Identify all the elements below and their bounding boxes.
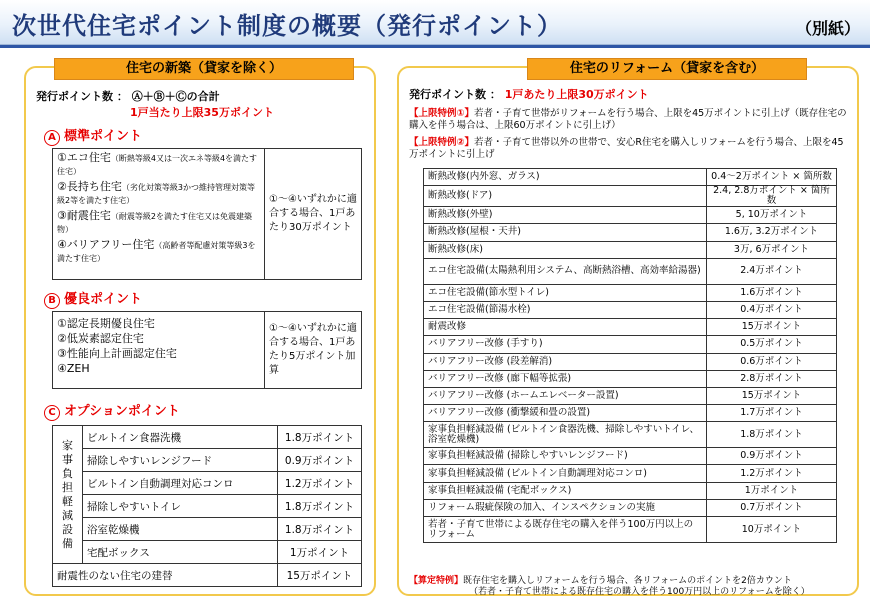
reform-item: 家事負担軽減設備 (ビルトイン自動調理対応コンロ) — [424, 465, 707, 482]
option-value: 1.8万ポイント — [278, 518, 362, 541]
table-row — [424, 482, 837, 499]
reform-value: 1万ポイント — [707, 482, 837, 499]
reform-value: 0.9万ポイント — [707, 448, 837, 465]
reform-item: リフォーム瑕疵保険の加入、インスペクションの実施 — [424, 499, 707, 516]
section-b-item: ③性能向上計画認定住宅 — [57, 347, 177, 360]
reform-value: 0.4万ポイント — [707, 301, 837, 318]
new-build-cap: 1戸当たり上限35万ポイント — [130, 106, 274, 119]
section-b-item: ②低炭素認定住宅 — [57, 332, 144, 345]
reform-value: 2.4, 2.8万ポイント × 箇所数 — [707, 186, 837, 207]
reform-cap: 1戸あたり上限30万ポイント — [504, 88, 649, 101]
reform-item: エコ住宅設備(太陽熱利用システム、高断熱浴槽、高効率給湯器) — [424, 258, 707, 284]
section-a-item: ③耐震住宅（耐震等級2を満たす住宅又は免震建築物） — [57, 209, 252, 234]
option-value: 1.8万ポイント — [278, 495, 362, 518]
option-item: 掃除しやすいトイレ — [83, 495, 278, 518]
table-row — [424, 207, 837, 224]
section-a-title — [44, 125, 142, 146]
reform-item: 断熱改修(外壁) — [424, 207, 707, 224]
option-value: 1万ポイント — [278, 541, 362, 564]
table-row — [424, 336, 837, 353]
special-2-text: 若者・子育て世帯以外の世帯で、安心R住宅を購入しリフォームを行う場合、上限を45万ポイントに引上げ — [409, 137, 844, 160]
table-row — [424, 169, 837, 186]
special-2 — [409, 137, 849, 161]
table-row — [424, 517, 837, 543]
table-row — [53, 541, 362, 564]
reform-value: 0.7万ポイント — [707, 499, 837, 516]
table-row — [53, 472, 362, 495]
table-row — [424, 241, 837, 258]
table-row — [424, 387, 837, 404]
section-a-items — [53, 149, 265, 279]
badge-c-icon: C — [44, 405, 60, 421]
reform-item: バリアフリー改修 (廊下幅等拡張) — [424, 370, 707, 387]
new-build-points-line — [36, 88, 220, 104]
reform-value: 0.4～2万ポイント × 箇所数 — [707, 169, 837, 186]
reform-item: 断熱改修(ドア) — [424, 186, 707, 207]
reform-item: バリアフリー改修 (段差解消) — [424, 353, 707, 370]
section-a-label: 標準ポイント — [64, 129, 143, 144]
reform-table — [423, 168, 837, 543]
section-c-title — [44, 400, 180, 421]
calc-sub: （若者・子育て世帯による既存住宅の購入を伴う100万円以上のリフォームを除く） — [469, 587, 810, 597]
section-a-item: ④バリアフリー住宅（高齢者等配慮対策等級3を満たす住宅） — [57, 238, 256, 263]
reform-value: 15万ポイント — [707, 387, 837, 404]
option-value: 1.8万ポイント — [278, 426, 362, 449]
table-row — [424, 499, 837, 516]
table-row — [424, 224, 837, 241]
reform-item: 家事負担軽減設備 (ビルトイン食器洗機、掃除しやすいトイレ、浴室乾燥機) — [424, 422, 707, 448]
reform-item: 若者・子育て世帯による既存住宅の購入を伴う100万円以上のリフォーム — [424, 517, 707, 543]
special-1 — [409, 108, 849, 132]
option-item: 耐震性のない住宅の建替 — [53, 564, 278, 587]
table-row — [424, 448, 837, 465]
reform-value: 2.8万ポイント — [707, 370, 837, 387]
section-a-item: ①エコ住宅（断熱等級4又は一次エネ等級4を満たす住宅） — [57, 151, 258, 176]
reform-item: バリアフリー改修 (ホームエレベーター設置) — [424, 387, 707, 404]
table-row — [53, 449, 362, 472]
calc-label: 【算定特例】 — [409, 576, 464, 586]
table-row — [424, 422, 837, 448]
reform-value: 1.7万ポイント — [707, 405, 837, 422]
table-row — [53, 564, 362, 587]
badge-a-icon: A — [44, 130, 60, 146]
option-table — [52, 425, 362, 587]
option-item: ビルトイン食器洗機 — [83, 426, 278, 449]
table-row — [424, 319, 837, 336]
points-label: 発行ポイント数 ： — [36, 90, 128, 103]
reform-value: 3万, 6万ポイント — [707, 241, 837, 258]
reform-item: 家事負担軽減設備 (掃除しやすいレンジフード) — [424, 448, 707, 465]
reform-value: 2.4万ポイント — [707, 258, 837, 284]
new-build-heading: 住宅の新築（貸家を除く） — [54, 58, 354, 80]
option-item: 掃除しやすいレンジフード — [83, 449, 278, 472]
reform-value: 1.6万, 3.2万ポイント — [707, 224, 837, 241]
title-underline — [0, 45, 870, 48]
badge-b-icon: B — [44, 293, 60, 309]
section-b-items — [53, 312, 265, 388]
reform-value: 1.8万ポイント — [707, 422, 837, 448]
section-b-item: ④ZEH — [57, 362, 90, 375]
calc-text: 既存住宅を購入しリフォームを行う場合、各リフォームのポイントを2倍カウント — [463, 576, 792, 586]
table-row — [424, 186, 837, 207]
reform-heading: 住宅のリフォーム（貸家を含む） — [527, 58, 807, 80]
option-item: 浴室乾燥機 — [83, 518, 278, 541]
option-group-label: 家事負担軽減設備 — [53, 426, 83, 564]
reform-value: 15万ポイント — [707, 319, 837, 336]
table-row — [424, 465, 837, 482]
reform-item: エコ住宅設備(節湯水栓) — [424, 301, 707, 318]
table-row — [424, 353, 837, 370]
option-value: 15万ポイント — [278, 564, 362, 587]
reform-item: エコ住宅設備(節水型トイレ) — [424, 284, 707, 301]
title-bar — [0, 0, 870, 46]
new-build-panel — [24, 61, 376, 596]
reform-value: 0.6万ポイント — [707, 353, 837, 370]
table-row — [53, 426, 362, 449]
special-1-label: 【上限特例①】 — [409, 108, 475, 119]
section-b-note: ①～④いずれかに適合する場合、1戸あたり5万ポイント加算 — [269, 323, 357, 376]
reform-value: 1.6万ポイント — [707, 284, 837, 301]
table-row — [53, 518, 362, 541]
option-value: 1.2万ポイント — [278, 472, 362, 495]
table-row — [53, 495, 362, 518]
reform-value: 0.5万ポイント — [707, 336, 837, 353]
table-row — [424, 405, 837, 422]
reform-item: バリアフリー改修 (手すり) — [424, 336, 707, 353]
option-value: 0.9万ポイント — [278, 449, 362, 472]
reform-panel — [397, 61, 859, 597]
option-item: 宅配ボックス — [83, 541, 278, 564]
section-b-title — [44, 288, 142, 309]
reform-item: 断熱改修(屋根・天井) — [424, 224, 707, 241]
reform-value: 10万ポイント — [707, 517, 837, 543]
reform-value: 5, 10万ポイント — [707, 207, 837, 224]
section-a-note: ①～④いずれかに適合する場合、1戸あたり30万ポイント — [269, 194, 357, 233]
special-2-label: 【上限特例②】 — [409, 137, 475, 148]
points-formula: Ⓐ＋Ⓑ＋Ⓒの合計 — [131, 90, 220, 103]
section-b-item: ①認定長期優良住宅 — [57, 317, 155, 330]
section-a-box — [52, 148, 362, 280]
section-b-box — [52, 311, 362, 389]
table-row — [424, 284, 837, 301]
reform-item: バリアフリー改修 (衝撃緩和畳の設置) — [424, 405, 707, 422]
calc-special — [409, 576, 853, 598]
section-c-label: オプションポイント — [64, 404, 180, 419]
table-row — [424, 301, 837, 318]
table-row — [424, 258, 837, 284]
reform-value: 1.2万ポイント — [707, 465, 837, 482]
points-label: 発行ポイント数 ： — [409, 88, 501, 101]
reform-item: 家事負担軽減設備 (宅配ボックス) — [424, 482, 707, 499]
page-title: 次世代住宅ポイント制度の概要（発行ポイント） — [12, 12, 562, 40]
section-b-label: 優良ポイント — [64, 292, 143, 307]
reform-item: 耐震改修 — [424, 319, 707, 336]
annex-label: （別紙） — [795, 19, 860, 38]
special-1-text: 若者・子育て世帯がリフォームを行う場合、上限を45万ポイントに引上げ（既存住宅の購入を伴う場合は、上限60万ポイントに引上げ） — [409, 108, 847, 131]
option-item: ビルトイン自動調理対応コンロ — [83, 472, 278, 495]
reform-points-line — [409, 86, 649, 102]
table-row — [424, 370, 837, 387]
section-a-item: ②長持ち住宅（劣化対策等級3かつ維持管理対策等級2等を満たす住宅） — [57, 180, 255, 205]
reform-item: 断熱改修(床) — [424, 241, 707, 258]
reform-item: 断熱改修(内外窓、ガラス) — [424, 169, 707, 186]
